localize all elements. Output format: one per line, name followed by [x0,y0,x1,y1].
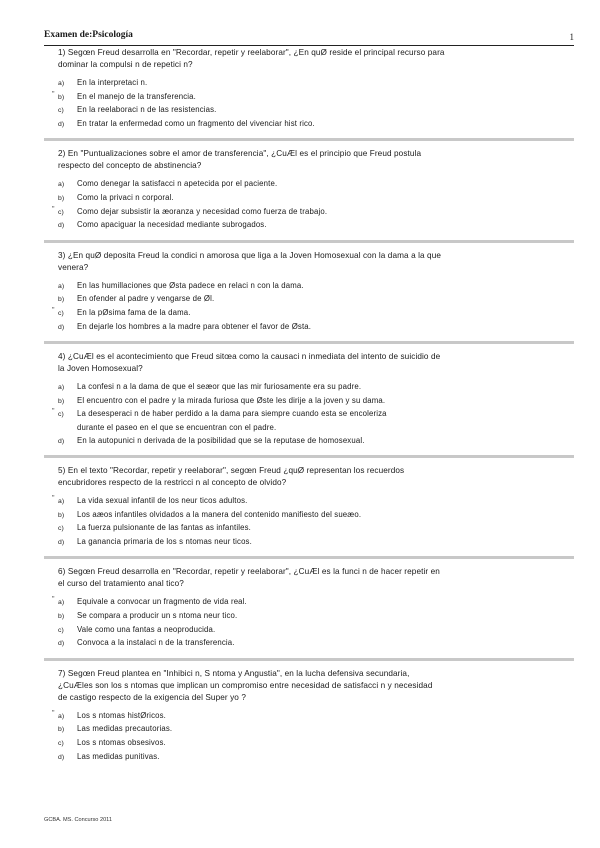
option-text: Los s ntomas histØricos. [77,710,166,720]
footer-text: GCBA. MS. Concurso 2011 [44,817,112,823]
option-letter: d) [58,222,65,230]
question-5 [44,465,574,559]
option-text: Como dejar subsistir la æoranza y necesidad como fuerza de trabajo. [77,206,328,216]
answer-mark-icon: " [52,596,55,604]
option-b [58,509,574,523]
question-stem-line: 3) ¿En quØ deposita Freud la condici n amorosa que liga a la Joven Homosexual con la dama a la que [58,250,442,260]
question-stem-line: 7) Segœn Freud plantea en "Inhibici n, S ntoma y Angustia", en la lucha defensiva secundaria, [58,668,410,678]
option-letter: d) [58,753,65,761]
question-stem-line: respecto del concepto de abstinencia? [58,161,202,171]
option-letter: d) [58,323,65,331]
option-c [58,624,574,638]
answer-mark-icon: " [52,306,55,314]
option-letter: d) [58,437,65,445]
option-text: La vida sexual infantil de los neur ticos adultos. [77,496,248,506]
option-letter: c) [58,626,64,634]
answer-mark-icon: " [52,90,55,98]
answer-mark-icon: " [52,495,55,503]
question-list [44,47,574,764]
question-7 [44,668,574,764]
option-c [52,205,574,220]
answer-mark-icon: " [52,408,55,416]
option-d [58,321,574,335]
option-letter: a) [58,80,65,87]
option-letter: d) [58,640,65,648]
option-letter: b) [58,93,65,101]
options-list [44,178,574,232]
option-a [52,709,574,724]
question-4 [44,351,574,458]
option-letter: b) [58,397,65,405]
option-a [58,381,574,395]
page-number: 1 [569,32,574,42]
option-letter: b) [58,613,65,621]
exam-title: Examen de:Psicología [44,30,133,40]
option-d [58,118,574,132]
question-stem-line: venera? [58,262,89,272]
answer-mark-icon: " [52,709,55,717]
question-stem-line: 1) Segœn Freud desarrolla en "Recordar, repetir y reelaborar", ¿En quØ reside el principal recurso para [58,48,445,57]
option-text: Los aæos infantiles olvidados a la manera del contenido manifiesto del sueæo. [77,509,362,519]
question-separator [44,138,574,141]
option-text: En las humillaciones que Østa padece en relaci n con la dama. [77,280,304,290]
option-b [58,723,574,737]
header-divider [44,45,574,46]
option-letter: a) [58,282,65,290]
option-b [58,395,574,409]
option-b [58,192,574,206]
option-text: En la interpretaci n. [77,78,148,87]
option-letter: a) [58,384,65,392]
option-letter: b) [58,511,65,519]
question-separator [44,556,574,559]
option-text: Las medidas precautorias. [77,724,173,734]
question-stem-line: la Joven Homosexual? [58,364,143,374]
question-stem-line: el curso del tratamiento anal tico? [58,579,184,589]
option-text: Vale como una fantas a neoproducida. [77,624,216,634]
option-d [58,637,574,651]
question-stem-line: dominar la compulsi n de repetici n? [58,60,193,69]
option-text: Se compara a producir un s ntoma neur tico. [77,611,238,621]
question-separator [44,240,574,243]
option-d [58,536,574,550]
option-a [58,77,574,91]
option-letter: a) [58,498,65,506]
option-text: Los s ntomas obsesivos. [77,738,166,748]
option-text: En el manejo de la transferencia. [77,91,196,101]
option-text: En la autopunici n derivada de la posibilidad que se la reputase de homosexual. [77,435,365,445]
option-text: En ofender al padre y vengarse de Øl. [77,294,215,304]
page-header [44,30,574,44]
option-text: En la reelaboraci n de las resistencias. [77,105,217,115]
option-letter: a) [58,599,65,607]
question-stem-line: de castigo respecto de la exigencia del Super yo ? [58,692,246,702]
question-stem-line: encubridores respecto de la restricci n al concepto de olvido? [58,478,287,488]
option-letter: c) [58,740,64,748]
question-separator [44,658,574,661]
option-d [58,751,574,765]
options-list [44,77,574,131]
options-list [44,596,574,650]
question-3 [44,250,574,344]
option-text: La confesi n a la dama de que el seæor que las mir furiosamente era su padre. [77,382,362,392]
option-c [58,737,574,751]
answer-mark-icon: " [52,205,55,213]
option-a [52,596,574,610]
option-letter: a) [58,712,65,720]
option-text: En dejarle los hombres a la madre para obtener el favor de Østa. [77,321,312,331]
question-stem-line: 2) En "Puntualizaciones sobre el amor de transferencia", ¿CuÆl es el principio que Freud postula [58,149,422,159]
option-c [58,522,574,536]
option-b [58,610,574,624]
option-text-continued: durante el paseo en el que se encuentran con el padre. [77,422,277,432]
option-letter: c) [58,208,64,216]
option-text: La ganancia primaria de los s ntomas neur ticos. [77,536,252,546]
option-text: El encuentro con el padre y la mirada furiosa que Øste les dirije a la joven y su dama. [77,395,386,405]
question-2 [44,148,574,242]
option-text: La fuerza pulsionante de las fantas as infantiles. [77,523,251,533]
option-text: Convoca a la instalaci n de la transferencia. [77,638,235,648]
option-letter: b) [58,194,65,202]
question-stem-line: ¿CuÆles son los s ntomas que implican un compromiso entre necesidad de satisfacci n y necesidad [58,680,433,690]
option-b [52,90,574,105]
option-text: Como la privaci n corporal. [77,192,174,202]
option-letter: b) [58,726,65,734]
options-list [44,280,574,334]
option-c [52,306,574,321]
option-letter: b) [58,296,65,304]
option-c [58,104,574,118]
option-letter: c) [58,411,64,419]
option-a [52,495,574,509]
option-letter: a) [58,181,65,189]
option-letter: c) [58,309,64,317]
option-d [58,435,574,449]
option-text: Como denegar la satisfacci n apetecida por el paciente. [77,179,278,189]
option-continuation [58,422,574,435]
option-letter: c) [58,525,64,533]
options-list [44,495,574,549]
option-text: En tratar la enfermedad como un fragmento del vivenciar hist rico. [77,118,315,128]
question-stem-line: 4) ¿CuÆl es el acontecimiento que Freud sitœa como la causaci n inmediata del intento de suicidio de [58,352,441,362]
option-a [58,280,574,294]
option-b [58,293,574,307]
question-1 [44,47,574,141]
option-letter: d) [58,120,65,128]
option-text: Equivale a convocar un fragmento de vida real. [77,597,247,607]
options-list [44,710,574,764]
option-text: Las medidas punitivas. [77,751,160,761]
option-text: Como apaciguar la necesidad mediante subrogados. [77,220,267,230]
option-text: En la pØsima fama de la dama. [77,307,191,317]
question-stem-line: 5) En el texto "Recordar, repetir y reelaborar", segœn Freud ¿quØ representan los recuerdos [58,466,405,476]
option-a [58,178,574,192]
question-6 [44,566,574,660]
options-list [44,381,574,448]
question-stem-line: 6) Segœn Freud desarrolla en "Recordar, repetir y reelaborar", ¿CuÆl es la funci n de hacer repetir en [58,567,440,577]
option-text: La desesperaci n de haber perdido a la dama para siempre cuando esta se encoleriza [77,409,387,419]
question-separator [44,341,574,344]
option-letter: d) [58,538,65,546]
question-separator [44,455,574,458]
option-letter: c) [58,107,64,115]
option-c [52,408,574,422]
option-d [58,219,574,233]
